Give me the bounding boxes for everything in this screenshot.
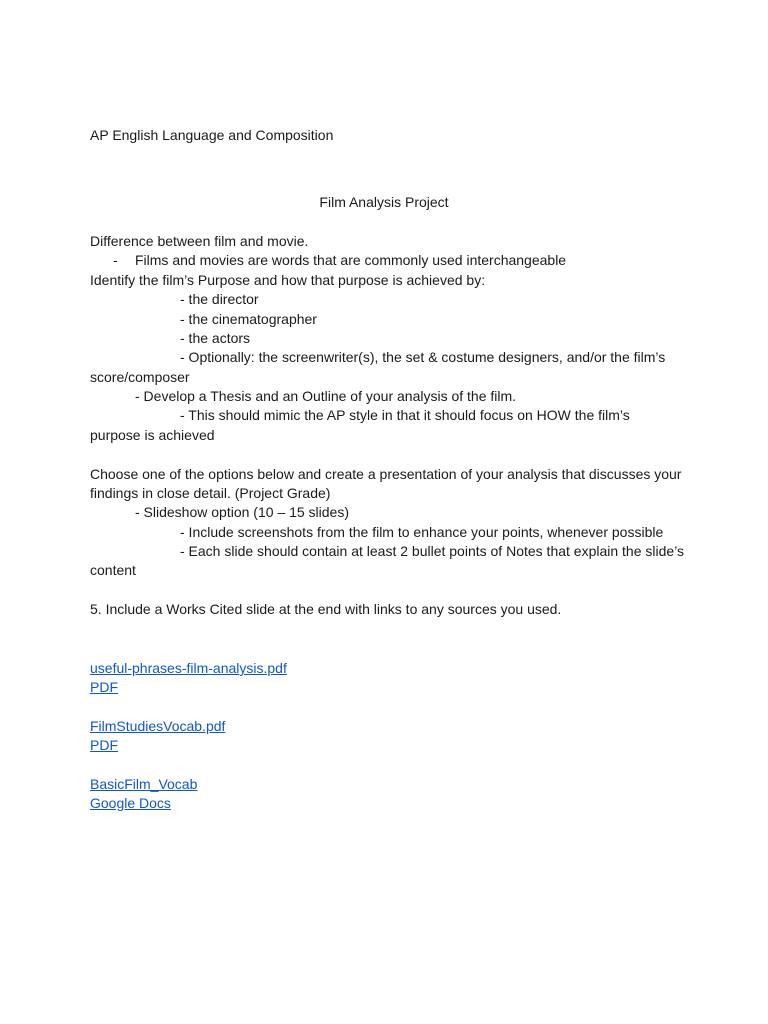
attachment-link[interactable]: BasicFilm_Vocab bbox=[90, 776, 198, 792]
attachment-link[interactable]: FilmStudiesVocab.pdf bbox=[90, 718, 226, 734]
mimic-item-continued: purpose is achieved bbox=[90, 427, 215, 443]
screenshots-item: - Include screenshots from the film to enhance your points, whenever possible bbox=[180, 524, 664, 540]
optionally-item-continued: score/composer bbox=[90, 369, 190, 385]
each-slide-item-continued: content bbox=[90, 562, 136, 578]
choose-line-continued: findings in close detail. (Project Grade) bbox=[90, 485, 331, 501]
slideshow-item: - Slideshow option (10 – 15 slides) bbox=[135, 504, 350, 520]
mimic-item: - This should mimic the AP style in that it should focus on HOW the film’s bbox=[180, 407, 630, 423]
actors-item: - the actors bbox=[180, 330, 251, 346]
interchangeable-line: Films and movies are words that are commonly used interchangeable bbox=[135, 252, 567, 268]
attachment-type-link[interactable]: Google Docs bbox=[90, 795, 171, 811]
course-title: AP English Language and Composition bbox=[90, 127, 334, 143]
attachment-type-link[interactable]: PDF bbox=[90, 679, 118, 695]
identify-line: Identify the film’s Purpose and how that purpose is achieved by: bbox=[90, 272, 486, 288]
works-cited-line: 5. Include a Works Cited slide at the end with links to any sources you used. bbox=[90, 601, 562, 617]
difference-line: Difference between film and movie. bbox=[90, 233, 309, 249]
cinematographer-item: - the cinematographer bbox=[180, 311, 317, 327]
project-title: Film Analysis Project bbox=[319, 194, 449, 210]
bullet-dash: - bbox=[113, 252, 118, 268]
optionally-item: - Optionally: the screenwriter(s), the set & costume designers, and/or the film’s bbox=[180, 349, 666, 365]
thesis-item: - Develop a Thesis and an Outline of your analysis of the film. bbox=[135, 388, 517, 404]
each-slide-item: - Each slide should contain at least 2 bullet points of Notes that explain the slide’s bbox=[180, 543, 685, 559]
choose-line: Choose one of the options below and create a presentation of your analysis that discusses your bbox=[90, 466, 682, 482]
director-item: - the director bbox=[180, 291, 259, 307]
attachment-link[interactable]: useful-phrases-film-analysis.pdf bbox=[90, 660, 287, 676]
attachment-type-link[interactable]: PDF bbox=[90, 737, 118, 753]
